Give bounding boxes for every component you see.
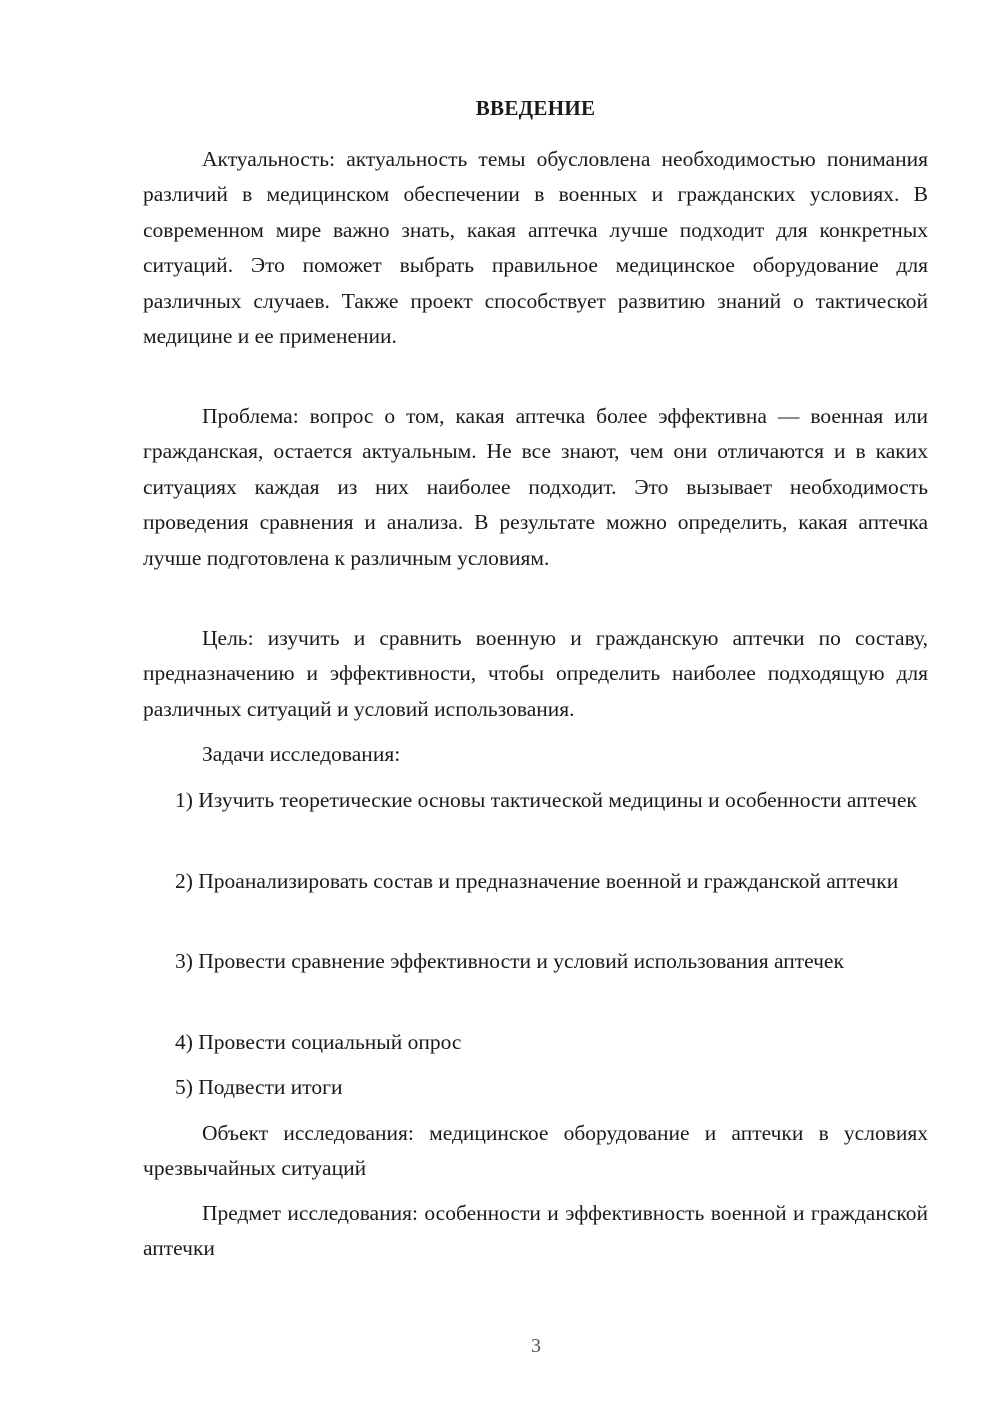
- section-title: ВВЕДЕНИЕ: [475, 96, 596, 120]
- task-item: 2) Проанализировать состав и предназначение военной и гражданской аптечки: [175, 869, 899, 893]
- tasks-heading: Задачи исследования:: [202, 742, 401, 766]
- problem-paragraph: Проблема: вопрос о том, какая аптечка более эффективна — военная или гражданская, остается актуальным. Не все знают, чем они отличаются и в каких ситуациях каждая из них наиболее подходит. Это вызывает необходимость проведения сравнения и анализа. В результате можно определить, какая аптечка лучше подготовлена к различным условиям.: [143, 404, 928, 570]
- object-paragraph: Объект исследования: медицинское оборудование и аптечки в условиях чрезвычайных ситуаций: [143, 1121, 928, 1181]
- task-item: 4) Провести социальный опрос: [175, 1030, 462, 1054]
- relevance-paragraph: Актуальность: актуальность темы обусловлена необходимостью понимания различий в медицинском обеспечении в военных и гражданских условиях. В современном мире важно знать, какая аптечка лучше подходит для конкретных ситуаций. Это поможет выбрать правильное медицинское оборудование для различных случаев. Также проект способствует развитию знаний о тактической медицине и ее применении.: [143, 147, 928, 349]
- goal-paragraph: Цель: изучить и сравнить военную и гражданскую аптечки по составу, предназначению и эффективности, чтобы определить наиболее подходящую для различных ситуаций и условий использования.: [143, 626, 928, 721]
- task-item: 3) Провести сравнение эффективности и условий использования аптечек: [175, 949, 844, 973]
- task-item: 5) Подвести итоги: [175, 1075, 343, 1099]
- subject-paragraph: Предмет исследования: особенности и эффективность военной и гражданской аптечки: [143, 1201, 928, 1261]
- page-number: 3: [531, 1335, 541, 1357]
- task-item: 1) Изучить теоретические основы тактической медицины и особенности аптечек: [175, 788, 917, 812]
